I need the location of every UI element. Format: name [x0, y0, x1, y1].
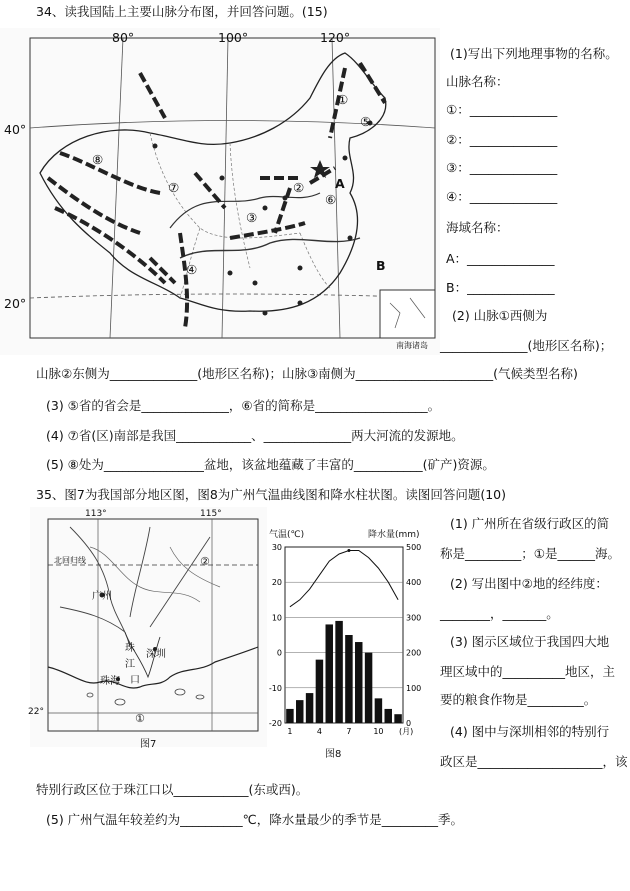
month-tick-label: 7: [346, 727, 352, 736]
lat-label-40: 40°: [4, 122, 27, 137]
precip-tick-label: 400: [406, 578, 422, 588]
guangdong-region-map: [28, 507, 267, 750]
tropic-label: 北回归线: [54, 556, 86, 565]
marker-3: ③: [246, 210, 258, 225]
q35-p3a: (3) 图示区域位于我国四大地: [450, 634, 610, 649]
temp-tick-label: 20: [271, 578, 282, 588]
place-zhuhai: 珠海: [100, 676, 120, 687]
lon-label-113: 113°: [85, 509, 107, 519]
marker-1: ①: [337, 92, 349, 107]
figure8-caption: 图8: [325, 749, 342, 760]
answer-m3: ③：______________: [446, 160, 558, 175]
temp-tick-label: -20: [268, 719, 282, 728]
sea-label-b: B: [376, 258, 386, 273]
precip-axis-label: 降水量(mm): [368, 530, 420, 540]
marker-2-place: ②: [200, 555, 210, 568]
precip-bar: [335, 621, 342, 723]
q34-p4: (4) ⑦省(区)南部是我国____________、______________两大河流的发源地。: [46, 428, 464, 443]
temp-tick-label: -10: [268, 683, 282, 693]
lat-label-22: 22°: [28, 707, 44, 717]
temp-axis-label: 气温(℃): [269, 530, 305, 540]
china-mountains-map: [0, 28, 440, 355]
answer-sa: A：______________: [446, 251, 555, 266]
temp-tick-label: 30: [271, 543, 282, 552]
temp-tick-label: 0: [276, 648, 282, 658]
precip-bar: [365, 653, 372, 723]
marker-7: ⑦: [168, 180, 180, 195]
place-guangzhou: 广州: [92, 591, 112, 602]
sea-label: 海域名称：: [446, 220, 509, 235]
month-tick-label: 10: [373, 727, 384, 736]
q35-title: 35、图7为我国部分地区图，图8为广州气温曲线图和降水柱状图。读图回答问题(10): [36, 487, 506, 502]
lon-label-120: 120°: [320, 30, 351, 45]
q35-p1a: (1) 广州所在省级行政区的简: [450, 516, 610, 531]
precip-bar: [286, 709, 293, 723]
lon-label-100: 100°: [218, 30, 249, 45]
marker-1-sea: ①: [135, 712, 145, 725]
q34-p5: (5) ⑧处为________________盆地，该盆地蕴藏了丰富的___________(矿产)资源。: [46, 457, 495, 472]
q35-p3c: 要的粮食作物是_________。: [440, 692, 597, 707]
q34-p2a: (2) 山脉①西侧为: [452, 308, 548, 323]
marker-6: ⑥: [325, 192, 337, 207]
answer-m1: ①：______________: [446, 102, 558, 117]
mountain-label: 山脉名称：: [446, 74, 509, 89]
precip-bar: [355, 642, 362, 723]
temperature-line: [290, 551, 398, 607]
precip-bar: [326, 624, 333, 723]
answer-sb: B：______________: [446, 280, 555, 295]
q35-p3b: 理区域中的__________地区，主: [440, 664, 616, 679]
q35-p5: (5) 广州气温年较差约为__________℃，降水量最少的季节是_________季。: [46, 812, 463, 827]
marker-5: ⑤: [360, 114, 372, 129]
figure7-caption: 图7: [140, 739, 157, 750]
precip-bar: [375, 698, 382, 723]
sea-label-a: A: [335, 176, 345, 191]
q35-p4b: 政区是____________________，该: [440, 754, 628, 769]
precip-bar: [345, 635, 352, 723]
q35-p4a: (4) 图中与深圳相邻的特别行: [450, 724, 610, 739]
month-axis-label: (月): [399, 727, 414, 736]
precip-tick-label: 0: [406, 719, 412, 728]
marker-2: ②: [293, 180, 305, 195]
q34-p2b: ______________(地形区名称)；: [440, 338, 613, 353]
place-shenzhen: 深圳: [146, 649, 166, 660]
month-tick-label: 1: [287, 727, 293, 736]
precip-bar: [385, 709, 392, 723]
place-jiang: 江: [125, 659, 135, 670]
place-kou: 口: [130, 675, 140, 686]
q35-p4c: 特别行政区位于珠江口以____________(东或西)。: [36, 782, 309, 797]
q35-p1b: 称是_________；①是______海。: [440, 546, 620, 561]
answer-m2: ②：______________: [446, 132, 558, 147]
marker-8: ⑧: [92, 152, 104, 167]
precip-tick-label: 300: [406, 613, 422, 623]
precip-tick-label: 200: [406, 648, 422, 658]
q34-title: 34、读我国陆上主要山脉分布图，并回答问题。(15): [36, 4, 328, 19]
temperature-point: [347, 549, 350, 552]
q34-p3: (3) ⑤省的省会是______________，⑥省的简称是__________________。: [46, 398, 441, 413]
inset-label: 南海诸岛: [396, 341, 428, 350]
precip-bar: [394, 714, 401, 723]
lon-label-80: 80°: [112, 30, 135, 45]
precip-tick-label: 500: [406, 543, 422, 552]
precip-bar: [316, 660, 323, 723]
q35-p2a: (2) 写出图中②地的经纬度：: [450, 576, 608, 591]
precip-bar: [306, 693, 313, 723]
marker-4: ④: [186, 262, 198, 277]
q35-p2b: ________，_______。: [440, 606, 559, 621]
answer-m4: ④：______________: [446, 189, 558, 204]
precip-bar: [296, 700, 303, 723]
plot-frame: [285, 547, 403, 723]
q34-p2c: 山脉②东侧为______________(地形区名称)；山脉③南侧为______________________(气候类型名称): [36, 366, 578, 381]
temp-tick-label: 10: [271, 613, 282, 623]
lon-label-115: 115°: [200, 509, 222, 519]
q34-p1-head: (1)写出下列地理事物的名称。: [450, 46, 618, 61]
month-tick-label: 4: [316, 727, 322, 736]
place-zhu: 珠: [125, 643, 135, 654]
guangzhou-climate-chart: [263, 527, 435, 759]
precip-tick-label: 100: [406, 683, 422, 693]
lat-label-20: 20°: [4, 296, 27, 311]
